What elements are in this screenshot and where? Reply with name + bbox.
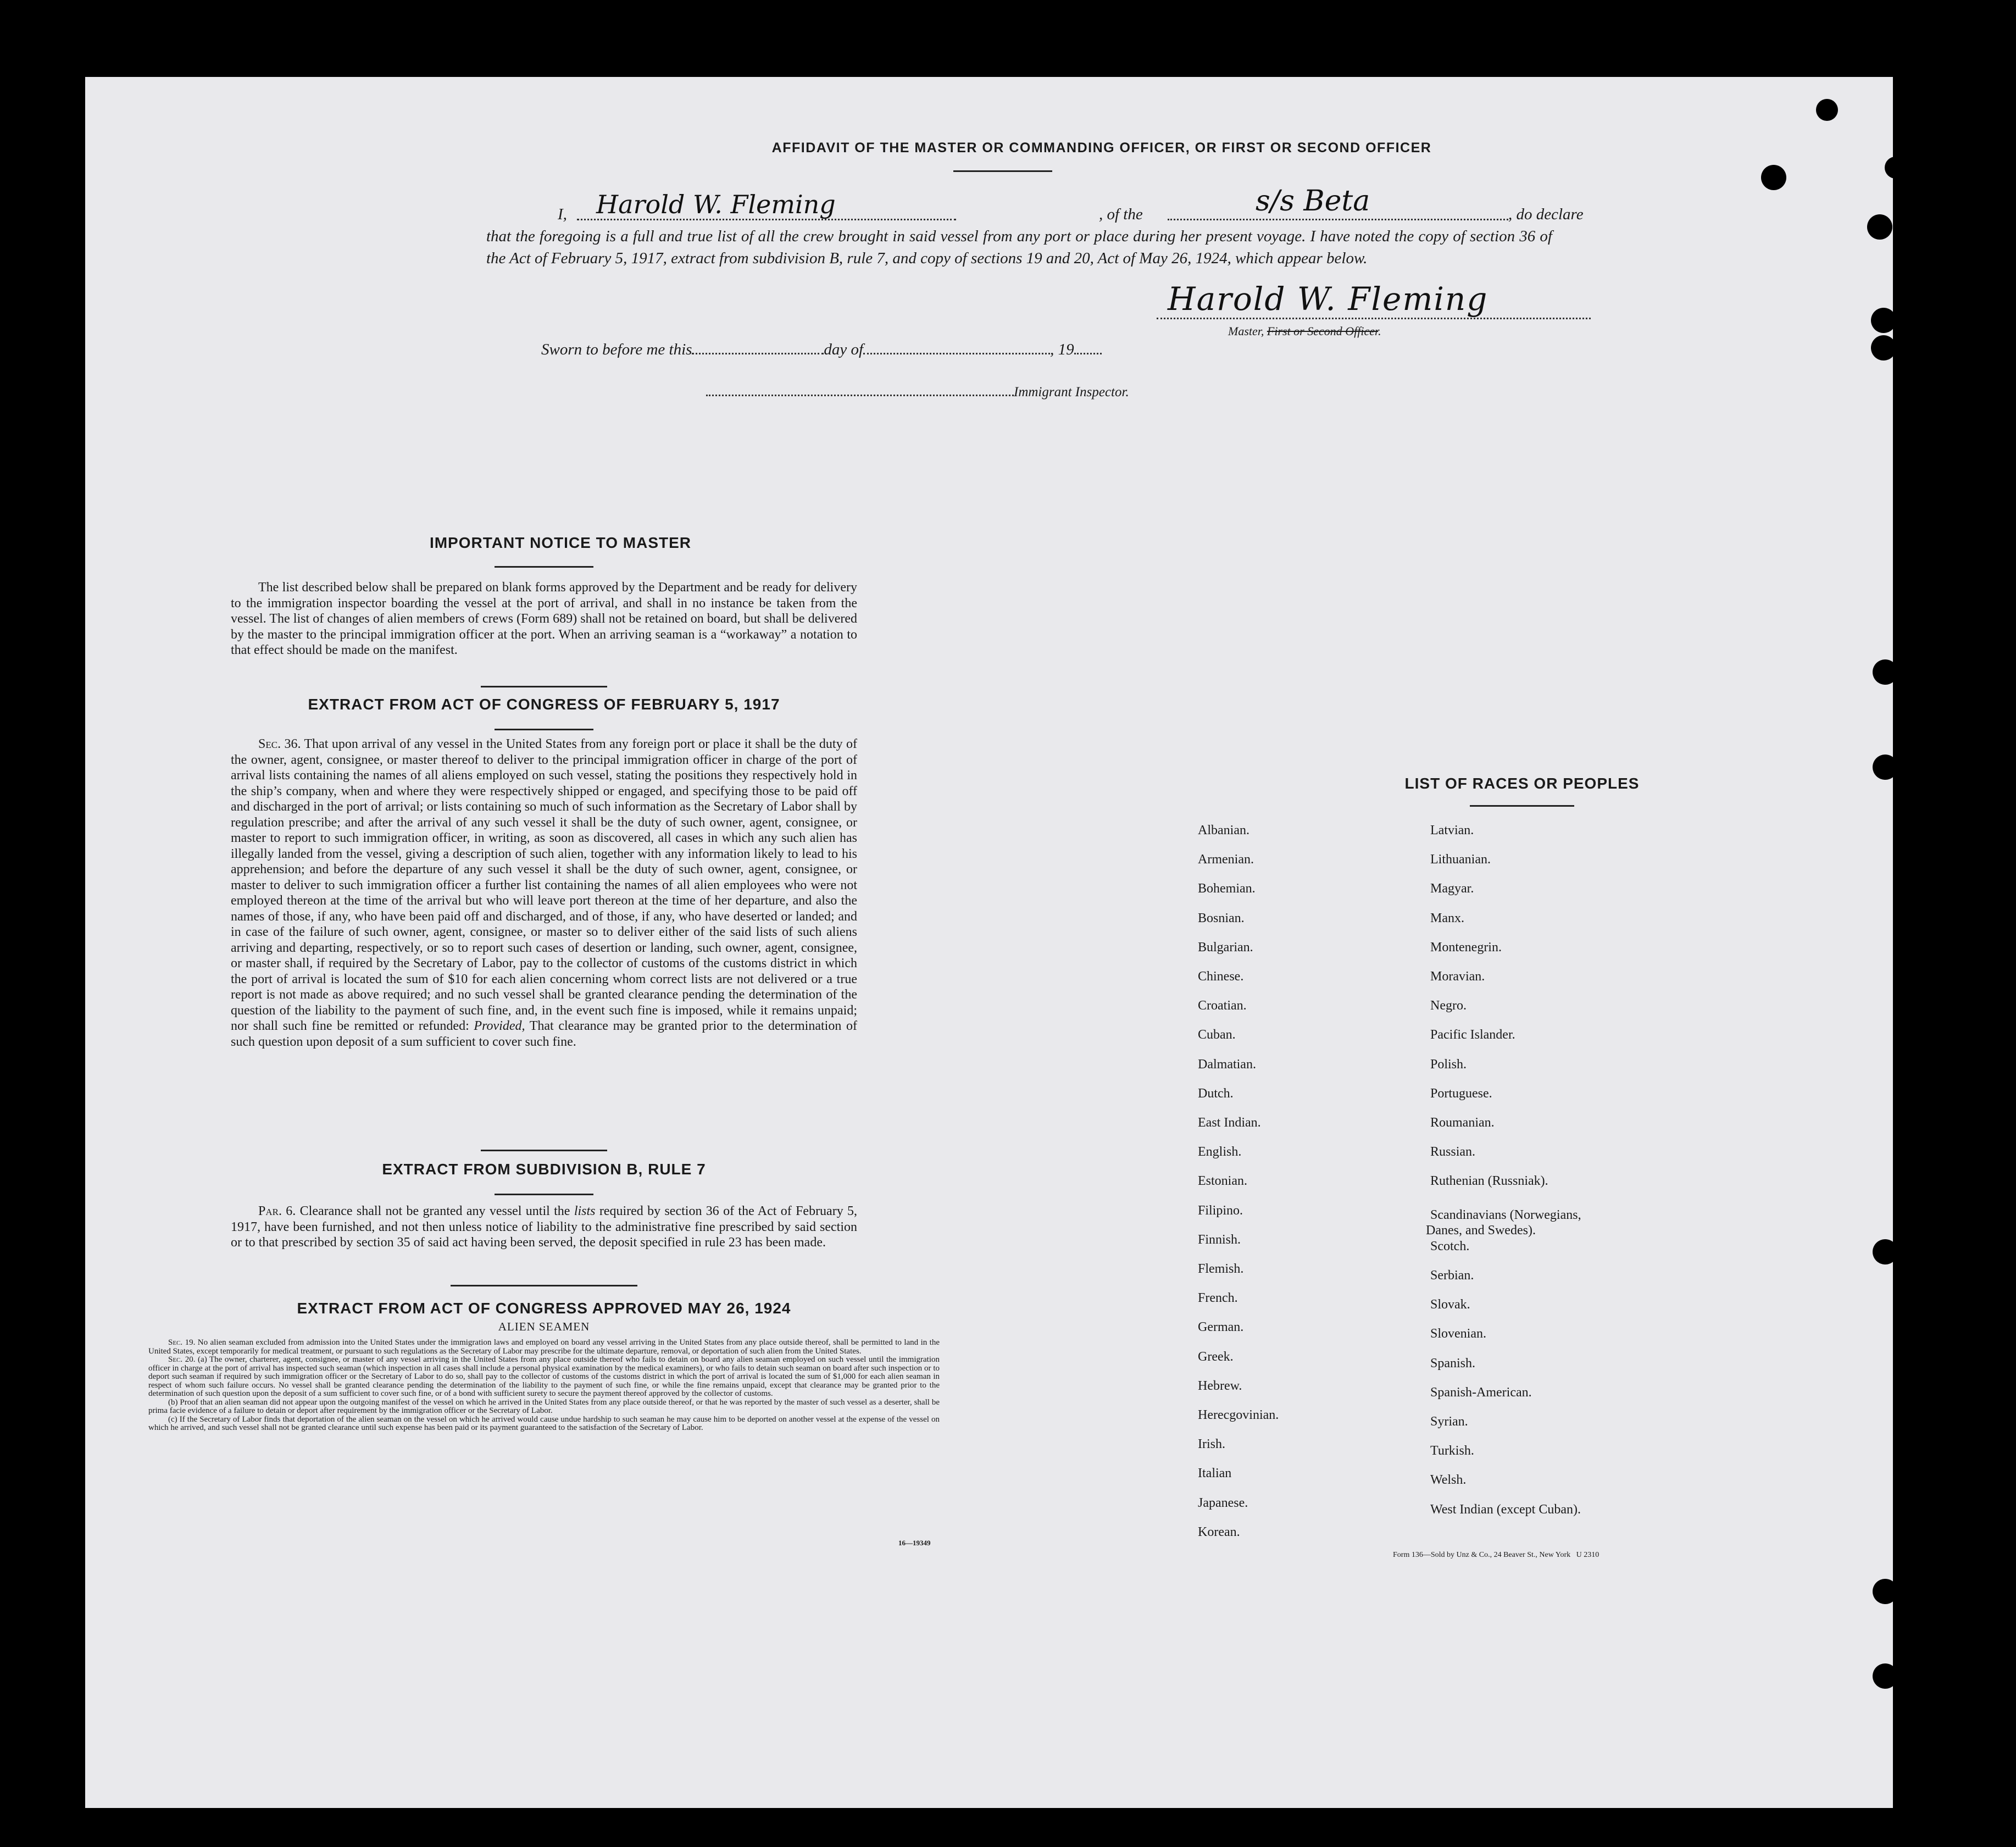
- act-1924-body: [148, 1339, 940, 1433]
- race-item: Magyar.: [1430, 881, 1474, 896]
- punch-hole: [1761, 165, 1786, 190]
- race-item: Flemish.: [1198, 1262, 1244, 1276]
- race-item: Spanish.: [1430, 1356, 1476, 1371]
- affidavit-body: that the foregoing is a full and true list of all the crew brought in said vessel from any port or place during her present voyage. I have noted the copy of section 36 of the Act of February 5, 1917, extract from subdivision B, rule 7, and copy of sections 19 and 20, Act of May 26, 1924, which appear below.: [486, 228, 1552, 267]
- sworn-label: Sworn to before me this: [541, 341, 692, 358]
- race-item: Montenegrin.: [1430, 940, 1502, 955]
- punch-hole: [1873, 1239, 1898, 1264]
- punch-hole: [1871, 308, 1896, 333]
- race-item: Bosnian.: [1198, 911, 1245, 925]
- race-item: Portuguese.: [1430, 1086, 1492, 1101]
- race-item: Ruthenian (Russniak).: [1430, 1174, 1548, 1189]
- signature-caption: Master, First or Second Officer.: [1228, 324, 1381, 338]
- race-item: French.: [1198, 1291, 1238, 1306]
- race-item: Finnish.: [1198, 1232, 1241, 1247]
- divider: [495, 729, 593, 730]
- rule-7-body: Par. 6. Clearance shall not be granted any vessel until the lists required by section 36 of the Act of February 5, 1917, have been furnished, and not then unless notice of liability to the administrative fine prescribed by said section or to that prescribed by section 35 of said act having been served, the deposit specified in rule 23 has been made.: [231, 1204, 858, 1250]
- race-item: Hebrew.: [1198, 1378, 1242, 1393]
- sec-20b-paragraph: (b) Proof that an alien seaman did not appear upon the outgoing manifest of the vessel on which he arrived in the United States from any place outside thereof, or that he was reported by the master of such vessel as a deserter, shall be prima facie evidence of a failure to detain or deport after requirement by the immigration officer or the Secretary of Labor.: [148, 1397, 940, 1415]
- master-name-handwritten: Harold W. Fleming: [596, 190, 836, 219]
- notice-title: IMPORTANT NOTICE TO MASTER: [429, 534, 692, 551]
- race-item: Manx.: [1430, 911, 1464, 925]
- race-item: Russian.: [1430, 1145, 1476, 1160]
- race-item: Estonian.: [1198, 1174, 1247, 1189]
- divider: [1470, 805, 1574, 807]
- punch-hole: [1873, 755, 1898, 780]
- race-item: Pacific Islander.: [1430, 1028, 1515, 1042]
- race-item: Moravian.: [1430, 969, 1485, 984]
- act-1917-title: EXTRACT FROM ACT OF CONGRESS OF FEBRUARY 5, 1917: [308, 696, 780, 713]
- race-item: Korean.: [1198, 1524, 1240, 1539]
- divider: [481, 686, 607, 687]
- race-item: Croatian.: [1198, 999, 1247, 1013]
- sec-20a-paragraph: Sec. 20. (a) The owner, charterer, agent, consignee, or master of any vessel arriving in the United States from any place outside thereof who fails to detain on board any alien seaman employed on such vessel until the immigration officer in charge at the port of arrival has inspected such seaman (which inspection in all cases shall include a personal physical examination by the medical examiners), or who fails to detain such seaman on board after such inspection or to deport such seaman if required by such immigration officer or the Secretary of Labor to do so, shall pay to the collector of customs of the customs district in which the port of arrival is located the sum of $1,000 for each alien seaman in respect of whom such failure occurs. No vessel shall be granted clearance pending the determination of the liability to the payment of such fine, or while the fine remains unpaid, except that clearance may be granted prior to the determination of such question upon the deposit of a sum sufficient to cover such fine, or of a bond with sufficient surety to secure the payment thereof approved by the collector of customs.: [148, 1355, 940, 1398]
- race-item: Spanish-American.: [1430, 1385, 1532, 1400]
- affidavit-prefix: I,: [558, 206, 567, 223]
- divider: [451, 1285, 637, 1286]
- race-item: Dutch.: [1198, 1086, 1234, 1101]
- signature-block: [1157, 280, 1596, 341]
- struck-text: First or Second Officer: [1267, 324, 1379, 338]
- race-item: Slovenian.: [1430, 1327, 1486, 1341]
- race-item: Cuban.: [1198, 1028, 1236, 1042]
- race-item: Greek.: [1198, 1349, 1234, 1364]
- year-blank: [1074, 353, 1102, 354]
- race-item: Slovak.: [1430, 1297, 1470, 1312]
- lists-emphasis: lists: [574, 1204, 596, 1218]
- race-item: German.: [1198, 1320, 1244, 1335]
- day-of-label: day of: [824, 341, 864, 358]
- sec-19-paragraph: Sec. 19. No alien seaman excluded from admission into the United States under the immigration laws and employed on board any vessel arriving in the United States from any place outside thereof, shall be permitted to land in the United States, except temporarily for medical treatment, or pursuant to such regulations as the Secretary of Labor may prescribe for the ultimate departure, removal, or deportation of such alien from the United States.: [148, 1338, 940, 1356]
- race-item: Latvian.: [1430, 823, 1474, 837]
- punch-hole: [1873, 1663, 1898, 1689]
- race-item: Negro.: [1430, 999, 1467, 1013]
- race-item: Turkish.: [1430, 1444, 1474, 1458]
- race-item: Irish.: [1198, 1437, 1225, 1452]
- race-item: English.: [1198, 1145, 1242, 1160]
- race-item: Armenian.: [1198, 852, 1254, 867]
- act-1924-title: EXTRACT FROM ACT OF CONGRESS APPROVED MAY 26, 1924: [297, 1300, 791, 1317]
- form-note: Form 136—Sold by Unz & Co., 24 Beaver St., New York U 2310: [1393, 1551, 1600, 1559]
- inspector-label: Immigrant Inspector.: [1014, 385, 1129, 400]
- race-item: East Indian.: [1198, 1116, 1261, 1130]
- inspector-line: [706, 385, 1310, 400]
- affidavit-of-the: , of the: [1099, 206, 1143, 223]
- punch-hole: [1873, 1579, 1898, 1604]
- race-item: Lithuanian.: [1430, 852, 1491, 867]
- race-item: Roumanian.: [1430, 1116, 1495, 1130]
- affidavit-title: AFFIDAVIT OF THE MASTER OR COMMANDING OFFICER, OR FIRST OR SECOND OFFICER: [771, 140, 1432, 156]
- punch-hole: [1885, 157, 1907, 179]
- punch-hole: [1867, 214, 1892, 240]
- race-item: Herecgovinian.: [1198, 1408, 1279, 1422]
- day-blank: [692, 353, 824, 354]
- divider: [495, 1194, 593, 1195]
- affidavit-declare: , do declare: [1508, 206, 1584, 223]
- sec-20c-paragraph: (c) If the Secretary of Labor finds that deportation of the alien seaman on the vessel on which he arrived would cause undue hardship to such seaman he may cause him to be deported on another vessel at the expense of the vessel on which he arrived, and such vessel shall not be granted clearance until such expense has been paid or its payment guaranteed to the satisfaction of the Secretary of Labor.: [148, 1415, 940, 1432]
- month-blank: [863, 353, 1050, 354]
- vessel-name-handwritten: s/s Beta: [1256, 185, 1370, 218]
- vessel-dotted-line: [1168, 219, 1508, 220]
- race-item: Filipino.: [1198, 1203, 1243, 1218]
- affidavit-first-line: [486, 185, 1584, 225]
- race-item: Italian: [1198, 1466, 1232, 1481]
- race-item: Scandinavians (Norwegians,: [1430, 1207, 1581, 1222]
- year-label: , 19: [1050, 341, 1074, 358]
- document-sheet: [85, 77, 1893, 1808]
- print-code: 16—19349: [898, 1539, 931, 1547]
- races-title: LIST OF RACES OR PEOPLES: [1404, 775, 1640, 792]
- signature-line: [1157, 318, 1591, 319]
- provided-emphasis: Provided,: [474, 1019, 525, 1033]
- affidavit-text: [486, 185, 1584, 269]
- race-item: Danes, and Swedes).: [1426, 1223, 1536, 1238]
- act-1917-body: Sec. 36. That upon arrival of any vessel in the United States from any foreign port or place it shall be the duty of the owner, agent, consignee, or master thereof to deliver to the principal immigration officer in charge of the port of arrival lists containing the names of all aliens employed on such vessel, stating the positions they respectively hold in the ship’s company, when and where they were respectively shipped or engaged, and specifying those to be paid off and discharged in the port of arrival; or lists containing so much of such information as the Secretary of Labor shall by regulation prescribe; and after the arrival of any such vessel it shall be the duty of such owner, agent, consignee, or master to report to such immigration officer, in writing, as soon as discovered, all cases in which any such alien has illegally landed from the vessel, giving a description of such alien, together with any information likely to lead to his apprehension; and before the departure of any such vessel it shall be the duty of such owner, agent, consignee, or master to deliver to such immigration officer a further list containing the names of all alien employees who were not employed thereon at the time of the arrival but who will leave port thereon at the time of her departure, and also the names of those, if any, who have been paid off and discharged, and of those, if any, who have deserted or landed; and in case of the failure of such owner, agent, consignee, or master so to deliver either of the said lists of such aliens arriving and departing, respectively, or so to report such cases of desertion or landing, such owner, agent, consignee, or master shall, if required by the Secretary of Labor, pay to the collector of customs of the customs district in which the port of arrival is located the sum of $10 for each alien concerning whom correct lists are not delivered or a true report is not made as above required; and no such vessel shall be granted clearance pending the determination of the question of the liability to the payment of such fine, and, in the event such fine is imposed, while it remains unpaid; nor shall such fine be remitted or refunded: Provided, That clearance may be granted prior to the determination of such question upon deposit of a sum sufficient to cover such fine.: [231, 737, 857, 1049]
- race-item: Syrian.: [1430, 1415, 1468, 1429]
- rule-7-title: EXTRACT FROM SUBDIVISION B, RULE 7: [382, 1161, 706, 1178]
- punch-hole: [1816, 99, 1838, 121]
- race-item: Scotch.: [1430, 1239, 1470, 1253]
- inspector-blank: [706, 395, 1014, 396]
- race-item: Chinese.: [1198, 969, 1244, 984]
- race-item: Serbian.: [1430, 1268, 1474, 1283]
- race-item: Bohemian.: [1198, 881, 1256, 896]
- master-signature: Harold W. Fleming: [1168, 280, 1489, 318]
- section-label: Sec. 36.: [258, 737, 301, 751]
- paragraph-label: Par. 6.: [258, 1204, 296, 1218]
- race-item: Welsh.: [1430, 1473, 1467, 1488]
- race-item: Japanese.: [1198, 1495, 1248, 1510]
- notice-body: The list described below shall be prepared on blank forms approved by the Department and be ready for delivery to the immigration inspector boarding the vessel at the port of arrival, and shall in no instance be taken from the vessel. The list of changes of alien members of crews (Form 689) shall not be retained on board, but shall be delivered by the master to the principal immigration officer at the port. When an arriving seaman is a “workaway” a notation to that effect should be made on the manifest.: [231, 580, 857, 657]
- divider: [481, 1150, 607, 1151]
- act-1924-subtitle: ALIEN SEAMEN: [498, 1320, 590, 1333]
- punch-hole: [1873, 659, 1898, 685]
- race-item: West Indian (except Cuban).: [1430, 1502, 1581, 1517]
- punch-hole: [1871, 335, 1896, 360]
- sworn-line: [541, 341, 1310, 359]
- divider: [495, 566, 593, 568]
- race-item: Albanian.: [1198, 823, 1249, 837]
- divider: [953, 170, 1052, 172]
- race-item: Bulgarian.: [1198, 940, 1253, 955]
- race-item: Dalmatian.: [1198, 1057, 1256, 1072]
- race-item: Polish.: [1430, 1057, 1467, 1072]
